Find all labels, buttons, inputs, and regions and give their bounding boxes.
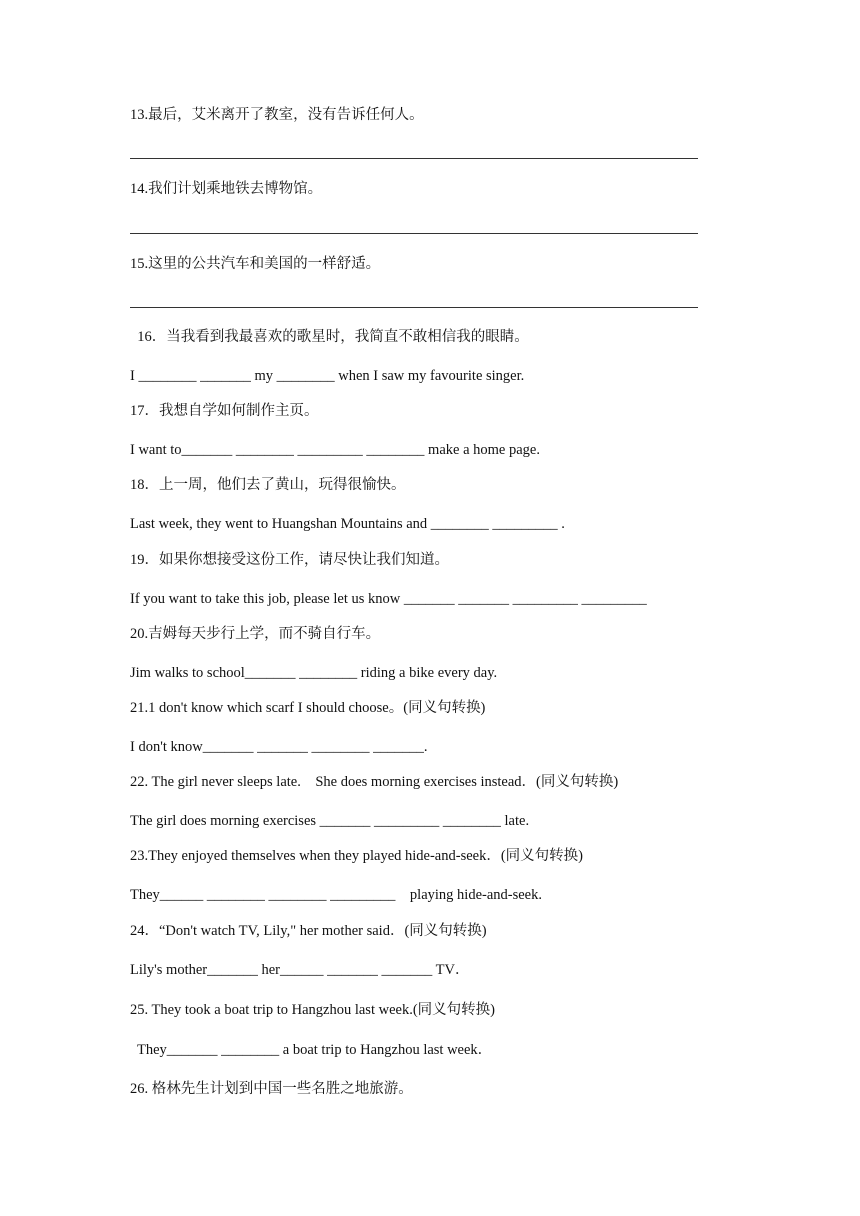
- question-23: 23.They enjoyed themselves when they played hide-and-seek．(同义句转换): [130, 848, 583, 864]
- question-17: 17．我想自学如何制作主页。: [130, 403, 319, 419]
- answer-20: Jim walks to school_______ ________ riding a bike every day.: [130, 665, 498, 681]
- answer-line-14: [130, 233, 698, 234]
- question-13: 13.最后，艾米离开了教室，没有告诉任何人。: [130, 107, 424, 123]
- answer-21: I don't know_______ _______ ________ _______.: [130, 739, 428, 755]
- question-25: 25. They took a boat trip to Hangzhou last week.(同义句转换): [130, 1002, 495, 1018]
- question-20: 20.吉姆每天步行上学，而不骑自行车。: [130, 626, 381, 642]
- question-19: 19．如果你想接受这份工作，请尽快让我们知道。: [130, 552, 449, 568]
- question-21: 21.1 don't know which scarf I should choose。(同义句转换): [130, 700, 486, 716]
- answer-16: I ________ _______ my ________ when I saw my favourite singer.: [130, 368, 525, 384]
- answer-19: If you want to take this job, please let us know _______ _______ _________ _________: [130, 591, 647, 607]
- question-26: 26. 格林先生计划到中国一些名胜之地旅游。: [130, 1081, 413, 1097]
- question-15: 15.这里的公共汽车和美国的一样舒适。: [130, 256, 381, 272]
- answer-24: Lily's mother_______ her______ _______ _______ TV．: [130, 962, 470, 978]
- question-14: 14.我们计划乘地铁去博物馆。: [130, 181, 323, 197]
- answer-22: The girl does morning exercises _______ _________ ________ late.: [130, 813, 530, 829]
- question-16: 16．当我看到我最喜欢的歌星时，我简直不敢相信我的眼睛。: [130, 329, 529, 345]
- answer-23: They______ ________ ________ _________ playing hide-and-seek.: [130, 887, 542, 903]
- answer-25: They_______ ________ a boat trip to Hangzhou last week．: [130, 1042, 493, 1058]
- question-24: 24．“Don't watch TV, Lily," her mother said．(同义句转换): [130, 923, 487, 939]
- answer-line-13: [130, 158, 698, 159]
- question-22: 22. The girl never sleeps late. She does morning exercises instead．(同义句转换): [130, 774, 619, 790]
- answer-line-15: [130, 307, 698, 308]
- answer-18: Last week, they went to Huangshan Mountains and ________ _________ .: [130, 516, 565, 532]
- answer-17: I want to_______ ________ _________ ________ make a home page.: [130, 442, 540, 458]
- question-18: 18．上一周，他们去了黄山，玩得很愉快。: [130, 477, 406, 493]
